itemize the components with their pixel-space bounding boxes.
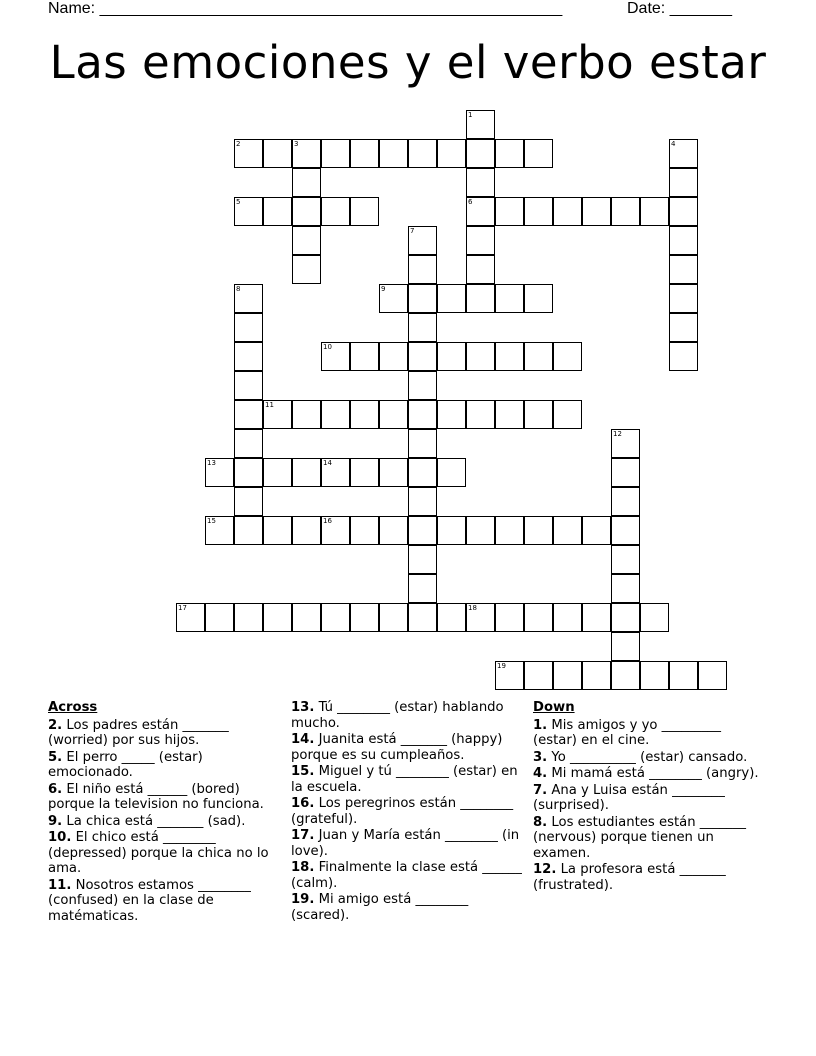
page-title: Las emociones y el verbo estar — [49, 36, 767, 89]
crossword-cell[interactable] — [611, 516, 640, 545]
crossword-cell[interactable] — [321, 516, 350, 545]
clue-number: 16 — [323, 517, 332, 525]
crossword-cell[interactable] — [582, 197, 611, 226]
crossword-cell[interactable] — [321, 458, 350, 487]
crossword-cell[interactable] — [176, 603, 205, 632]
crossword-cell[interactable] — [408, 284, 437, 313]
crossword-cell[interactable] — [669, 139, 698, 168]
clue-item — [291, 828, 523, 859]
clue-item-number: 3. — [533, 749, 548, 765]
crossword-cell[interactable] — [437, 342, 466, 371]
clue-number: 12 — [613, 430, 622, 438]
crossword-cell[interactable] — [437, 400, 466, 429]
crossword-cell[interactable] — [524, 197, 553, 226]
crossword-cell[interactable] — [234, 284, 263, 313]
clue-item-number: 7. — [533, 782, 548, 798]
clue-item-text: El chico está ________ (depressed) porque la chica no lo ama. — [48, 830, 269, 876]
crossword-cell[interactable] — [553, 342, 582, 371]
crossword-cell[interactable] — [495, 661, 524, 690]
crossword-cell[interactable] — [321, 603, 350, 632]
crossword-cell[interactable] — [321, 400, 350, 429]
crossword-cell[interactable] — [408, 255, 437, 284]
crossword-cell[interactable] — [234, 516, 263, 545]
crossword-cell[interactable] — [611, 661, 640, 690]
crossword-cell[interactable] — [466, 284, 495, 313]
crossword-cell[interactable] — [495, 342, 524, 371]
crossword-cell[interactable] — [466, 342, 495, 371]
clue-item — [291, 764, 523, 795]
clue-item — [48, 878, 280, 925]
crossword-cell[interactable] — [437, 284, 466, 313]
clue-number: 19 — [497, 662, 506, 670]
clue-item-number: 15. — [291, 764, 315, 779]
clue-item — [291, 796, 523, 827]
clue-number: 8 — [236, 285, 241, 293]
clue-item — [48, 782, 280, 813]
clue-item-text: Mi amigo está ________ (scared). — [291, 892, 469, 923]
clue-item-text: Los peregrinos están ________ (grateful). — [291, 796, 514, 827]
date-field[interactable]: Date: _______ — [627, 0, 732, 17]
clue-number: 17 — [178, 604, 187, 612]
crossword-cell[interactable] — [611, 603, 640, 632]
crossword-cell[interactable] — [234, 342, 263, 371]
crossword-cell[interactable] — [437, 516, 466, 545]
crossword-cell[interactable] — [263, 516, 292, 545]
crossword-cell[interactable] — [669, 197, 698, 226]
crossword-cell[interactable] — [234, 371, 263, 400]
crossword-cell[interactable] — [408, 603, 437, 632]
crossword-cell[interactable] — [495, 197, 524, 226]
crossword-cell[interactable] — [205, 458, 234, 487]
clues-column-2 — [291, 700, 523, 924]
clue-item-number: 2. — [48, 717, 63, 733]
clue-item-number: 12. — [533, 862, 557, 877]
crossword-cell[interactable] — [408, 516, 437, 545]
crossword-cell[interactable] — [379, 516, 408, 545]
clue-item — [291, 732, 523, 763]
crossword-cell[interactable] — [495, 603, 524, 632]
across-heading: Across — [48, 700, 98, 715]
crossword-cell[interactable] — [611, 574, 640, 603]
clue-item-number: 5. — [48, 749, 63, 765]
crossword-cell[interactable] — [292, 139, 321, 168]
clue-item-text: Yo __________ (estar) cansado. — [551, 749, 748, 765]
crossword-cell[interactable] — [408, 139, 437, 168]
crossword-cell[interactable] — [379, 603, 408, 632]
crossword-cell[interactable] — [350, 516, 379, 545]
clue-item — [533, 766, 765, 782]
down-heading: Down — [533, 700, 575, 715]
crossword-cell[interactable] — [292, 603, 321, 632]
crossword-cell[interactable] — [611, 545, 640, 574]
crossword-cell[interactable] — [466, 255, 495, 284]
crossword-cell[interactable] — [321, 197, 350, 226]
crossword-cell[interactable] — [350, 400, 379, 429]
clue-item-text: La profesora está _______ (frustrated). — [533, 862, 726, 893]
crossword-cell[interactable] — [379, 458, 408, 487]
clue-item — [533, 862, 765, 893]
crossword-cell[interactable] — [234, 197, 263, 226]
clue-item — [533, 718, 765, 749]
clue-item-number: 18. — [291, 860, 315, 875]
crossword-cell[interactable] — [553, 603, 582, 632]
crossword-cell[interactable] — [466, 168, 495, 197]
crossword-cell[interactable] — [524, 661, 553, 690]
crossword-cell[interactable] — [408, 226, 437, 255]
clue-item-text: Nosotros estamos ________ (confused) en la clase de matématicas. — [48, 877, 251, 924]
crossword-cell[interactable] — [408, 313, 437, 342]
crossword-cell[interactable] — [408, 342, 437, 371]
crossword-cell[interactable] — [292, 255, 321, 284]
clue-number: 7 — [410, 227, 415, 235]
crossword-cell[interactable] — [263, 603, 292, 632]
crossword-cell[interactable] — [234, 458, 263, 487]
clue-number: 14 — [323, 459, 332, 467]
clue-item-text: Juan y María están ________ (in love). — [291, 828, 520, 859]
crossword-cell[interactable] — [611, 429, 640, 458]
crossword-cell[interactable] — [669, 661, 698, 690]
clue-item — [533, 783, 765, 814]
crossword-cell[interactable] — [292, 458, 321, 487]
clue-item — [533, 750, 765, 766]
clues-column-3 — [533, 700, 765, 894]
clue-item — [291, 892, 523, 923]
clue-item-text: Mis amigos y yo _________ (estar) en el cine. — [533, 717, 721, 748]
crossword-cell[interactable] — [669, 168, 698, 197]
crossword-cell[interactable] — [437, 458, 466, 487]
crossword-cell[interactable] — [321, 139, 350, 168]
crossword-cell[interactable] — [553, 516, 582, 545]
clue-item-number: 13. — [291, 700, 315, 715]
crossword-cell[interactable] — [408, 545, 437, 574]
crossword-cell[interactable] — [379, 342, 408, 371]
crossword-cell[interactable] — [234, 429, 263, 458]
crossword-cell[interactable] — [379, 400, 408, 429]
crossword-cell[interactable] — [669, 284, 698, 313]
crossword-cell[interactable] — [234, 603, 263, 632]
crossword-cell[interactable] — [611, 197, 640, 226]
crossword-cell[interactable] — [466, 603, 495, 632]
crossword-cell[interactable] — [495, 284, 524, 313]
clue-item-text: Miguel y tú ________ (estar) en la escuela. — [291, 764, 518, 795]
clue-item — [48, 830, 280, 877]
clue-item — [291, 860, 523, 891]
crossword-cell[interactable] — [466, 400, 495, 429]
crossword-cell[interactable] — [234, 139, 263, 168]
crossword-cell[interactable] — [292, 197, 321, 226]
crossword-cell[interactable] — [640, 603, 669, 632]
clue-item-text: El perro _____ (estar) emocionado. — [48, 749, 203, 780]
crossword-cell[interactable] — [524, 139, 553, 168]
crossword-cell[interactable] — [524, 284, 553, 313]
clue-item-text: Ana y Luisa están ________ (surprised). — [533, 782, 725, 813]
crossword-cell[interactable] — [350, 197, 379, 226]
crossword-cell[interactable] — [350, 342, 379, 371]
clue-item — [291, 700, 523, 731]
clue-number: 6 — [468, 198, 473, 206]
clue-item-number: 16. — [291, 796, 315, 811]
crossword-cell[interactable] — [234, 487, 263, 516]
crossword-cell[interactable] — [408, 400, 437, 429]
clue-item-text: Juanita está _______ (happy) porque es su cumpleaños. — [291, 732, 503, 763]
clue-number: 2 — [236, 140, 241, 148]
crossword-cell[interactable] — [408, 429, 437, 458]
crossword-cell[interactable] — [408, 487, 437, 516]
crossword-cell[interactable] — [611, 487, 640, 516]
crossword-cell[interactable] — [466, 226, 495, 255]
crossword-cell[interactable] — [553, 661, 582, 690]
clue-item — [533, 815, 765, 862]
clue-item-number: 1. — [533, 717, 548, 733]
clue-number: 10 — [323, 343, 332, 351]
crossword-cell[interactable] — [292, 516, 321, 545]
clue-number: 1 — [468, 111, 473, 119]
clue-item-text: Los padres están _______ (worried) por sus hijos. — [48, 717, 229, 748]
crossword-cell[interactable] — [379, 139, 408, 168]
crossword-cell[interactable] — [408, 371, 437, 400]
crossword-cell[interactable] — [524, 516, 553, 545]
crossword-cell[interactable] — [466, 516, 495, 545]
crossword-cell[interactable] — [611, 632, 640, 661]
crossword-cell[interactable] — [669, 226, 698, 255]
crossword-cell[interactable] — [698, 661, 727, 690]
crossword-cell[interactable] — [669, 255, 698, 284]
crossword-cell[interactable] — [350, 603, 379, 632]
crossword-cell[interactable] — [495, 139, 524, 168]
crossword-cell[interactable] — [292, 226, 321, 255]
crossword-cell[interactable] — [582, 661, 611, 690]
crossword-cell[interactable] — [640, 661, 669, 690]
clue-item-text: La chica está _______ (sad). — [66, 813, 246, 829]
crossword-cell[interactable] — [437, 139, 466, 168]
crossword-cell[interactable] — [524, 603, 553, 632]
clue-item — [48, 750, 280, 781]
clue-number: 3 — [294, 140, 299, 148]
clue-number: 4 — [671, 140, 676, 148]
crossword-cell[interactable] — [234, 400, 263, 429]
crossword-cell[interactable] — [553, 400, 582, 429]
crossword-cell[interactable] — [582, 516, 611, 545]
clue-number: 13 — [207, 459, 216, 467]
crossword-cell[interactable] — [408, 574, 437, 603]
crossword-cell[interactable] — [495, 400, 524, 429]
clue-item-number: 11. — [48, 877, 72, 893]
clue-number: 15 — [207, 517, 216, 525]
clue-item-number: 10. — [48, 830, 72, 845]
crossword-cell[interactable] — [292, 400, 321, 429]
crossword-cell[interactable] — [437, 603, 466, 632]
crossword-cell[interactable] — [466, 110, 495, 139]
name-field[interactable]: Name: ____________________________________________________ — [48, 0, 563, 17]
clue-number: 9 — [381, 285, 386, 293]
crossword-cell[interactable] — [234, 313, 263, 342]
clue-item — [48, 814, 280, 830]
clue-number: 11 — [265, 401, 274, 409]
crossword-cell[interactable] — [205, 516, 234, 545]
crossword-cell[interactable] — [524, 400, 553, 429]
clue-item-text: Finalmente la clase está ______ (calm). — [291, 860, 522, 891]
clue-number: 18 — [468, 604, 477, 612]
crossword-cell[interactable] — [263, 139, 292, 168]
crossword-cell[interactable] — [524, 342, 553, 371]
clue-item — [48, 718, 280, 749]
crossword-cell[interactable] — [350, 139, 379, 168]
crossword-cell[interactable] — [495, 516, 524, 545]
clue-item-number: 4. — [533, 766, 548, 781]
crossword-cell[interactable] — [640, 197, 669, 226]
crossword-cell[interactable] — [553, 197, 582, 226]
crossword-cell[interactable] — [669, 342, 698, 371]
clue-item-text: Tú ________ (estar) hablando mucho. — [291, 700, 504, 731]
clue-item-number: 9. — [48, 813, 63, 829]
clue-item-text: Mi mamá está ________ (angry). — [551, 766, 759, 781]
clue-item-number: 14. — [291, 732, 315, 747]
clue-item-number: 6. — [48, 781, 63, 797]
crossword-cell[interactable] — [466, 139, 495, 168]
crossword-cell[interactable] — [582, 603, 611, 632]
clue-item-number: 19. — [291, 892, 315, 907]
crossword-cell[interactable] — [263, 197, 292, 226]
crossword-cell[interactable] — [379, 284, 408, 313]
crossword-cell[interactable] — [205, 603, 234, 632]
crossword-cell[interactable] — [292, 168, 321, 197]
crossword-cell[interactable] — [408, 458, 437, 487]
crossword-cell[interactable] — [466, 197, 495, 226]
crossword-cell[interactable] — [321, 342, 350, 371]
clue-item-number: 8. — [533, 814, 548, 830]
crossword-cell[interactable] — [263, 400, 292, 429]
clues-column-1 — [48, 700, 280, 925]
crossword-cell[interactable] — [263, 458, 292, 487]
clue-number: 5 — [236, 198, 241, 206]
clue-item-text: Los estudiantes están _______ (nervous) porque tienen un examen. — [533, 814, 746, 861]
clue-item-text: El niño está ______ (bored) porque la television no funciona. — [48, 781, 264, 812]
crossword-cell[interactable] — [669, 313, 698, 342]
crossword-cell[interactable] — [350, 458, 379, 487]
crossword-cell[interactable] — [611, 458, 640, 487]
clue-item-number: 17. — [291, 828, 315, 843]
